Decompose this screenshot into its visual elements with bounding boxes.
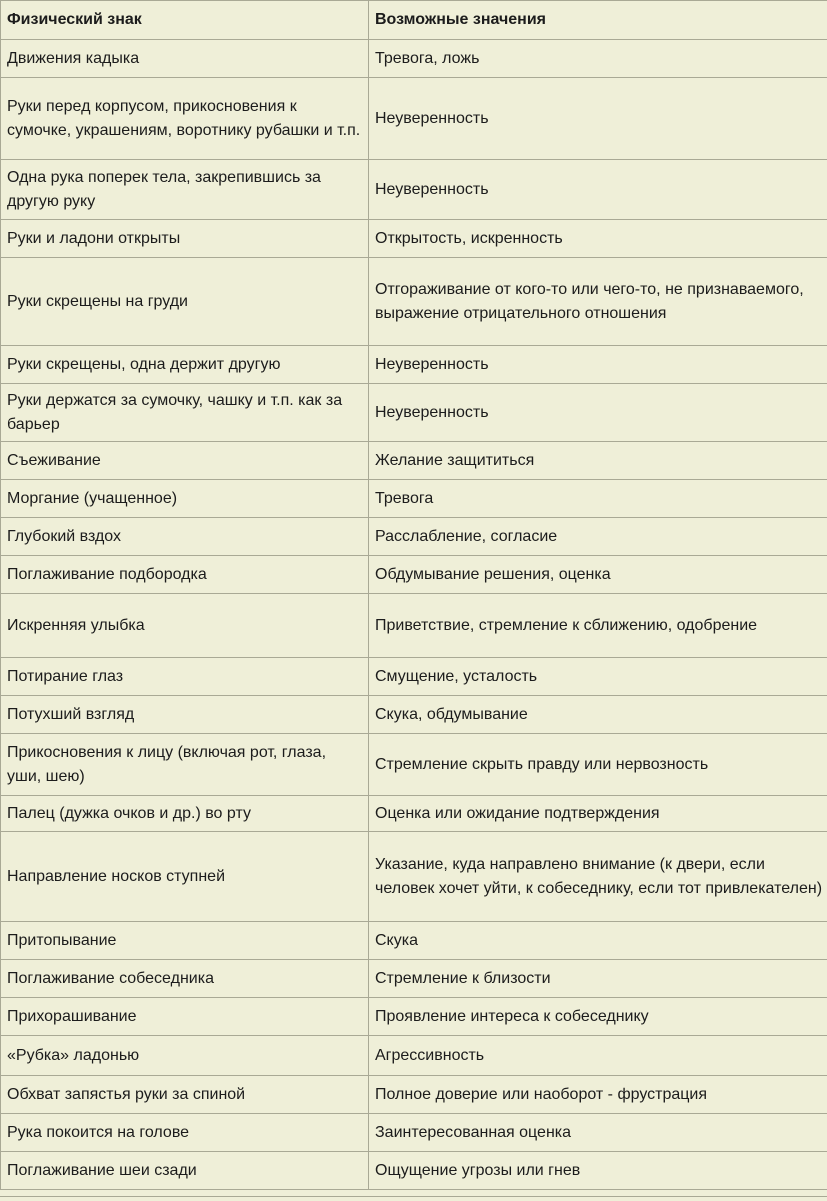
meaning-cell: Смущение, усталость — [369, 658, 827, 696]
table-row — [1, 220, 827, 258]
sign-cell: Съеживание — [1, 442, 369, 480]
sign-cell: Одна рука поперек тела, закрепившись за другую руку — [1, 160, 369, 220]
meaning-cell: Открытость, искренность — [369, 220, 827, 258]
table-bottom-edge — [0, 1196, 827, 1201]
table-row — [1, 384, 827, 442]
meaning-cell: Ощущение угрозы или гнев — [369, 1152, 827, 1190]
table-row — [1, 696, 827, 734]
sign-cell: Руки скрещены на груди — [1, 258, 369, 346]
meaning-cell: Скука, обдумывание — [369, 696, 827, 734]
table-row — [1, 556, 827, 594]
meaning-cell: Указание, куда направлено внимание (к двери, если человек хочет уйти, к собеседнику, если тот привлекателен) — [369, 832, 827, 922]
sign-cell: Поглаживание собеседника — [1, 960, 369, 998]
meaning-cell: Обдумывание решения, оценка — [369, 556, 827, 594]
sign-cell: Искренняя улыбка — [1, 594, 369, 658]
sign-cell: Руки и ладони открыты — [1, 220, 369, 258]
meaning-cell: Заинтересованная оценка — [369, 1114, 827, 1152]
table-row — [1, 658, 827, 696]
table-row — [1, 734, 827, 796]
table-row — [1, 832, 827, 922]
table-row — [1, 998, 827, 1036]
meaning-cell: Неуверенность — [369, 160, 827, 220]
meaning-cell: Оценка или ожидание подтверждения — [369, 796, 827, 832]
table-row — [1, 960, 827, 998]
meaning-cell: Расслабление, согласие — [369, 518, 827, 556]
sign-cell: Палец (дужка очков и др.) во рту — [1, 796, 369, 832]
table-row — [1, 1114, 827, 1152]
sign-cell: Поглаживание шеи сзади — [1, 1152, 369, 1190]
sign-cell: Моргание (учащенное) — [1, 480, 369, 518]
table-row — [1, 442, 827, 480]
sign-cell: Поглаживание подбородка — [1, 556, 369, 594]
sign-cell: Движения кадыка — [1, 40, 369, 78]
table-row — [1, 594, 827, 658]
sign-cell: Потирание глаз — [1, 658, 369, 696]
meaning-cell: Неуверенность — [369, 346, 827, 384]
sign-cell: Обхват запястья руки за спиной — [1, 1076, 369, 1114]
table-header-row — [1, 1, 827, 40]
meaning-cell: Агрессивность — [369, 1036, 827, 1076]
meaning-cell: Отгораживание от кого-то или чего-то, не признаваемого, выражение отрицательного отношения — [369, 258, 827, 346]
column-header-sign: Физический знак — [1, 1, 369, 40]
table-row — [1, 1152, 827, 1190]
table-row — [1, 160, 827, 220]
sign-cell: Прикосновения к лицу (включая рот, глаза, уши, шею) — [1, 734, 369, 796]
meaning-cell: Неуверенность — [369, 78, 827, 160]
meaning-cell: Стремление скрыть правду или нервозность — [369, 734, 827, 796]
sign-cell: Руки держатся за сумочку, чашку и т.п. как за барьер — [1, 384, 369, 442]
table-row — [1, 796, 827, 832]
sign-cell: «Рубка» ладонью — [1, 1036, 369, 1076]
table-row — [1, 1036, 827, 1076]
sign-cell: Руки скрещены, одна держит другую — [1, 346, 369, 384]
sign-cell: Прихорашивание — [1, 998, 369, 1036]
sign-cell: Потухший взгляд — [1, 696, 369, 734]
meaning-cell: Проявление интереса к собеседнику — [369, 998, 827, 1036]
meaning-cell: Стремление к близости — [369, 960, 827, 998]
table-row — [1, 1076, 827, 1114]
table-row — [1, 78, 827, 160]
sign-cell: Направление носков ступней — [1, 832, 369, 922]
table-row — [1, 346, 827, 384]
meaning-cell: Тревога, ложь — [369, 40, 827, 78]
table-row — [1, 480, 827, 518]
meaning-cell: Желание защититься — [369, 442, 827, 480]
table-row — [1, 258, 827, 346]
sign-cell: Руки перед корпусом, прикосновения к сумочке, украшениям, воротнику рубашки и т.п. — [1, 78, 369, 160]
meaning-cell: Приветствие, стремление к сближению, одобрение — [369, 594, 827, 658]
sign-cell: Рука покоится на голове — [1, 1114, 369, 1152]
meaning-cell: Тревога — [369, 480, 827, 518]
column-header-meaning: Возможные значения — [369, 1, 827, 40]
sign-cell: Притопывание — [1, 922, 369, 960]
meaning-cell: Скука — [369, 922, 827, 960]
table-row — [1, 922, 827, 960]
table-row — [1, 518, 827, 556]
meaning-cell: Полное доверие или наоборот - фрустрация — [369, 1076, 827, 1114]
table-row — [1, 40, 827, 78]
meaning-cell: Неуверенность — [369, 384, 827, 442]
sign-cell: Глубокий вздох — [1, 518, 369, 556]
